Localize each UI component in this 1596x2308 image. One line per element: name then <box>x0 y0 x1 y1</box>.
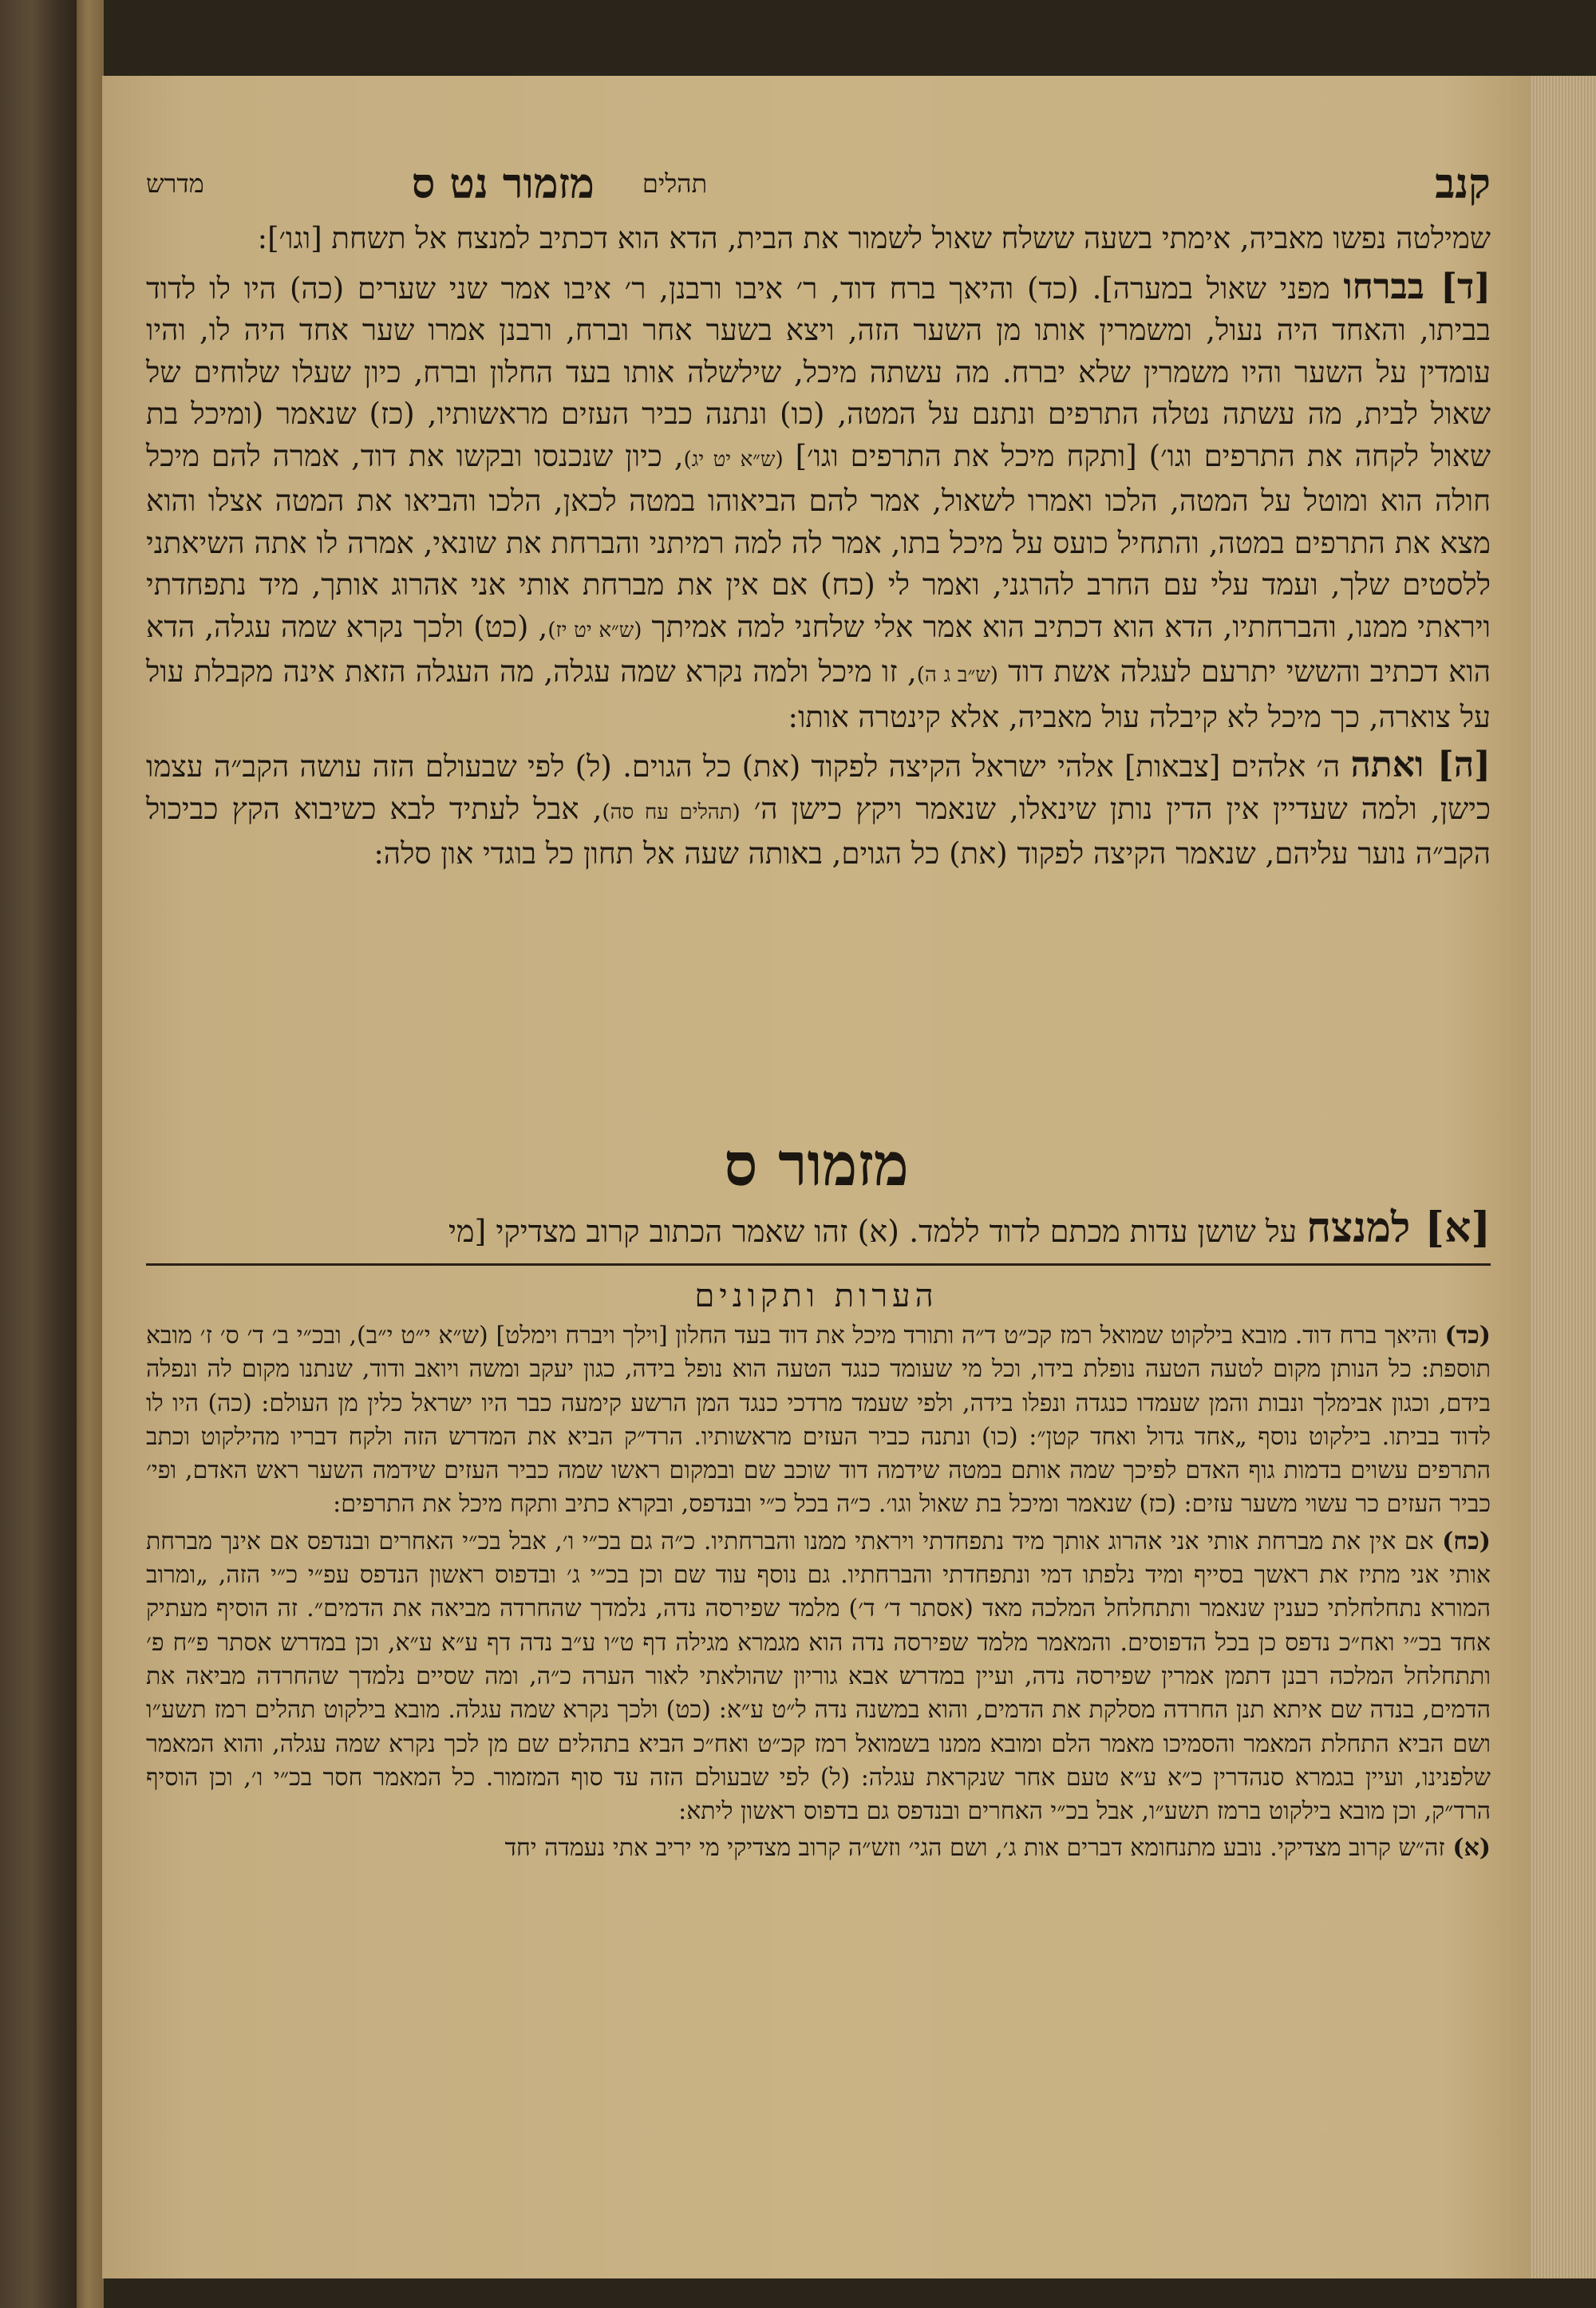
scripture-ref: (ש״א יט יז) <box>547 618 642 642</box>
page-number: קנב <box>1435 159 1491 208</box>
paragraph-2-text-d: , זו מיכל ולמה נקרא שמה עגלה, מה העגלה הזאת אינה מקבלת עול על צוארה, כך מיכל לא קיבלה עול מאביה, אלא קינטרה אותו: <box>146 654 1491 734</box>
note-label: (א) <box>1452 1834 1491 1863</box>
paragraph-3-text-b: , אבל לעתיד לבא כשיבוא הקץ כביכול הקב״ה נוער עליהם, שנאמר הקיצה לפקוד (את) כל הגוים, באותה שעה אל תחון כל בוגדי און סלה: <box>146 791 1491 871</box>
book-label-midrash: מדרש <box>146 168 204 199</box>
main-text <box>146 218 1491 882</box>
psalm-title: מזמור ס <box>724 1131 909 1199</box>
scripture-ref: (תהלים עח סה) <box>602 800 741 824</box>
scripture-ref: (ש״ב ג ה) <box>916 663 998 687</box>
book-label-psalms: תהלים <box>642 168 708 199</box>
section-marker-5: [ה] ואתה <box>1350 745 1491 785</box>
scripture-ref: (ש״א יט יג) <box>683 447 784 472</box>
section-marker-4: [ד] בברחו <box>1343 266 1491 307</box>
note-text: אם אין את מברחת אותי אני אהרוג אותך מיד נתפחדתי ויראתי ממנו והברחתיו. כ״ה גם בכ״י ו׳, אבל בכ״י האחרים ובנדפס אם אינך מברחת אותי אני מתיז את ראשך בסייף ומיד נלפתו דמי ונתפחדתי והברחתיו. גם נוסף עוד שם וכן בכ״י ג׳ ובדפוס ראשון הנדפס עפ״י כ״י הזה, „ומרוב המורא נתחלחלתי כענין שנאמר ותתחלחל המלכה מאד (אסתר ד׳ ד׳) מלמד שפירסה נדה, נלמדך שהחרדה מביאה את הדמים״. זה הוסיף מעתיק אחד בכ״י ואח״כ נדפס כן בכל הדפוסים. והמאמר מלמד שפירסה נדה הוא מגמרא מגילה דף ט״ו ע״ב נדה דף ע״א ע״א, וכן במדרש אסתר פ״ח פ׳ ותתחלחל המלכה רבנן דתמן אמרין שפירסה נדה, ועיין במדרש אבא גוריון שהולאתי לאור הערה כ״ה, ומה שסיים נלמדך שהחרדה מביאה את הדמים, בנדה שם איתא תנן החרדה מסלקת את הדמים, והוא במשנה נדה ל״ט ע״א: (כט) ולכך נקרא שמה עגלה. מובא בילקוט תהלים רמז תשע״ו ושם הביא התחלת המאמר והסמיכו מאמר הלם ומובא ממנו בשמואל רמז קכ״ט ואח״כ הביא בתהלים שם מן לכך נקרא שמה עגלה, והוא המאמר שלפנינו, ועיין בגמרא סנהדרין כ״א ע״א טעם אחר שנקראת עגלה: (ל) לפי שבעולם הזה עד סוף המזמור. כל המאמר חסר בכ״י ו׳, וכן הוסיף הרד״ק, וכן מובא בילקוט ברמז תשע״ו, אבל בכ״י האחרים ובנדפס גם בדפוס ראשון ליתא: <box>146 1527 1491 1826</box>
spine-edge <box>77 0 104 2308</box>
paragraph-1: שמילטה נפשו מאביה, אימתי בשעה ששלח שאול לשמור את הבית, הדא הוא דכתיב למנצח אל תשחת [וגו׳]: <box>257 221 1491 255</box>
book-binding <box>0 0 80 2308</box>
note-text: והיאך ברח דוד. מובא בילקוט שמואל רמז קכ״ט ד״ה ותורד מיכל את דוד בעד החלון [וילך ויברח וימלט] (ש״א י״ט י״ב), ובכ״י ב׳ ד׳ ס׳ ז׳ מובא תוספת: כל הנותן מקום לטעה הטעה נופלת בידו, וכל מי שעומד כנגד הטעה הוא נופל בידה, כגון יעקב ומשה ויואב ודוד, שנתנו מקום לה ונפלה בידם, וכגון אבימלך ונבות והמן שעמדו כנגדה ונפלו בידה, ולפי שעמד מרדכי כנגד המן הרשע קימעה כבר היו ישראל כלין מן העולם: (כה) היו לו לדוד בביתו. בילקוט נוסף „אחד גדול ואחד קטן״: (כו) ונתנה כביר העזים מראשותיו. הרד״ק הביא את המדרש הזה ולקח דבריו מהילקוט וכתב התרפים עשוים בדמות גוף האדם לפיכך שמה אותם במטה שידמה דוד שוכב שם ובמקום ראשו שמה כביר העזים שידמה השער ראש האדם, ופי׳ כביר העזים כר עשוי משער עזים: (כז) שנאמר ומיכל בת שאול וגו׳. כ״ה בכל כ״י ובנדפס, ובקרא כתיב ותקח מיכל את התרפים: <box>146 1322 1491 1519</box>
section-divider <box>146 1263 1491 1266</box>
paragraph-2-text-b: , כיון שנכנסו ובקשו את דוד, אמרה להם מיכל חולה הוא ומוטל על המטה, הלכו ואמרו לשאול, אמר להם הביאוהו במטה לכאן, הלכו והביאו את המטה אצלו והוא מצא את התרפים במטה, והתחיל כועס על מיכל בתו, אמר לה למה רמיתני והברחת את שונאי, אמרה לו אתה השיאתני ללסטים שלך, ועמד עלי עם החרב להרגני, ואמר לי (כח) אם אין את מברחת אותי אני אהרוג אותך, מיד נתפחדתי ויראתי ממנו, והברחתיו, הדא הוא דכתיב הוא אמר אלי שלחני למה אמיתך <box>146 438 1491 644</box>
paragraph-2-text-c: , (כט) ולכך נקרא שמה עגלה, הדא הוא דכתיב והששי יתרעם לעגלה אשת דוד <box>146 609 1491 689</box>
note-item <box>146 1319 1491 1522</box>
paragraph-2-text: מפני שאול במערה]. (כד) והיאך ברח דוד, ר׳ איבו ורבנן, ר׳ איבו אמר שני שערים (כה) היו לו לדוד בביתו, והאחד היה נעול, ומשמרין אותו מן השער הזה, ויצא בשער אחר וברח, ורבנן אמרו שער אחד היה לו, והיו עומדין על השער והיו משמרין שלא יברח. מה עשתה מיכל, שילשלה אותו בעד החלון וברח, כיון שעלו שלוחים של שאול לבית, מה עשתה נטלה התרפים ונתנם על המטה, (כו) ונתנה כביר העזים מראשותיו, (כז) שנאמר (ומיכל בת שאול לקחה את התרפים וגו׳) [ותקח מיכל את התרפים וגו׳] <box>146 271 1491 473</box>
notes-heading: הערות ותקונים <box>694 1278 938 1314</box>
note-label: (כד) <box>1444 1322 1491 1350</box>
paragraph-3 <box>146 745 1491 875</box>
paragraph-2 <box>146 267 1491 739</box>
running-header <box>146 156 1491 211</box>
paragraph-3-text: ה׳ אלהים [צבאות] אלהי ישראל הקיצה לפקוד (את) כל הגוים. (ל) לפי שבעולם הזה עושה הקב״ה עצמו כישן, ולמה שעדיין אין הדין נותן שינאלו, שנאמר ויקץ כישן ה׳ <box>146 749 1491 826</box>
psalm-heading: מזמור נט ס <box>411 159 595 208</box>
psalm-opening <box>146 1203 1491 1252</box>
page-fore-edge <box>1531 76 1596 2278</box>
opening-text: על שושן עדות מכתם לדוד ללמד. (א) זהו שאמר הכתוב קרוב מצדיקי [מי <box>448 1214 1298 1249</box>
book-page <box>102 76 1531 2278</box>
note-text: זה״ש קרוב מצדיקי. נובע מתנחומא דברים אות ג׳, ושם הגי׳ וזש״ה קרוב מצדיקי מי יריב אתי נעמדה יחד <box>504 1834 1445 1863</box>
note-item <box>146 1525 1491 1829</box>
running-title <box>146 160 707 208</box>
opening-marker: [א] למנצח <box>1306 1203 1491 1252</box>
note-item <box>146 1832 1491 1865</box>
notes-section <box>146 1319 1491 1869</box>
note-label: (כח) <box>1442 1527 1491 1555</box>
